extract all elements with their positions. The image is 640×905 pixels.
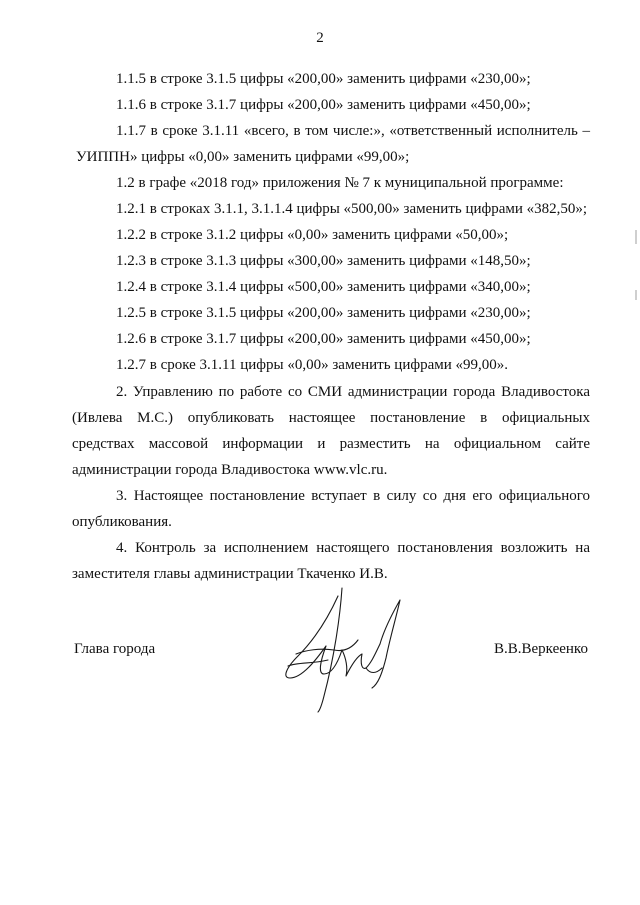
- amendment-line-1-2-3: 1.2.3 в строке 3.1.3 цифры «300,00» заменить цифрами «148,50»;: [116, 253, 531, 269]
- paragraph-2-line-1: 2. Управлению по работе со СМИ администрации города Владивостока: [116, 384, 590, 400]
- signer-name: В.В.Веркеенко: [494, 641, 588, 657]
- page-number: 2: [316, 30, 324, 46]
- paragraph-3-line-1: 3. Настоящее постановление вступает в силу со дня его официального: [116, 488, 590, 504]
- scan-edge-mark: [635, 290, 637, 300]
- amendment-heading-1-2: 1.2 в графе «2018 год» приложения № 7 к муниципальной программе:: [116, 175, 564, 191]
- amendment-line-1-2-4: 1.2.4 в строке 3.1.4 цифры «500,00» заменить цифрами «340,00»;: [116, 279, 531, 295]
- paragraph-4-line-2: заместителя главы администрации Ткаченко И.В.: [72, 566, 388, 582]
- amendment-line-1-1-7-continued: УИППН» цифры «0,00» заменить цифрами «99,00»;: [76, 149, 410, 165]
- scan-edge-mark: [635, 230, 637, 244]
- paragraph-2-line-2: (Ивлева М.С.) опубликовать настоящее постановление в официальных: [72, 410, 590, 426]
- amendment-line-1-2-7: 1.2.7 в сроке 3.1.11 цифры «0,00» заменить цифрами «99,00».: [116, 357, 508, 373]
- amendment-line-1-2-2: 1.2.2 в строке 3.1.2 цифры «0,00» заменить цифрами «50,00»;: [116, 227, 509, 243]
- signer-position-title: Глава города: [74, 641, 156, 657]
- paragraph-2-line-4: администрации города Владивостока www.vlc.ru.: [72, 462, 388, 478]
- paragraph-2-line-3: средствах массовой информации и разместить на официальном сайте: [72, 436, 590, 452]
- paragraph-4-line-1: 4. Контроль за исполнением настоящего постановления возложить на: [116, 540, 590, 556]
- amendment-line-1-1-7: 1.1.7 в сроке 3.1.11 «всего, в том числе:», «ответственный исполнитель –: [116, 123, 590, 139]
- paragraph-3-line-2: опубликования.: [72, 514, 172, 530]
- amendment-line-1-2-6: 1.2.6 в строке 3.1.7 цифры «200,00» заменить цифрами «450,00»;: [116, 331, 531, 347]
- amendment-line-1-1-5: 1.1.5 в строке 3.1.5 цифры «200,00» заменить цифрами «230,00»;: [116, 71, 531, 87]
- amendment-line-1-2-1: 1.2.1 в строках 3.1.1, 3.1.1.4 цифры «500,00» заменить цифрами «382,50»;: [116, 201, 588, 217]
- amendment-line-1-1-6: 1.1.6 в строке 3.1.7 цифры «200,00» заменить цифрами «450,00»;: [116, 97, 531, 113]
- amendment-line-1-2-5: 1.2.5 в строке 3.1.5 цифры «200,00» заменить цифрами «230,00»;: [116, 305, 531, 321]
- handwritten-signature: [268, 578, 418, 718]
